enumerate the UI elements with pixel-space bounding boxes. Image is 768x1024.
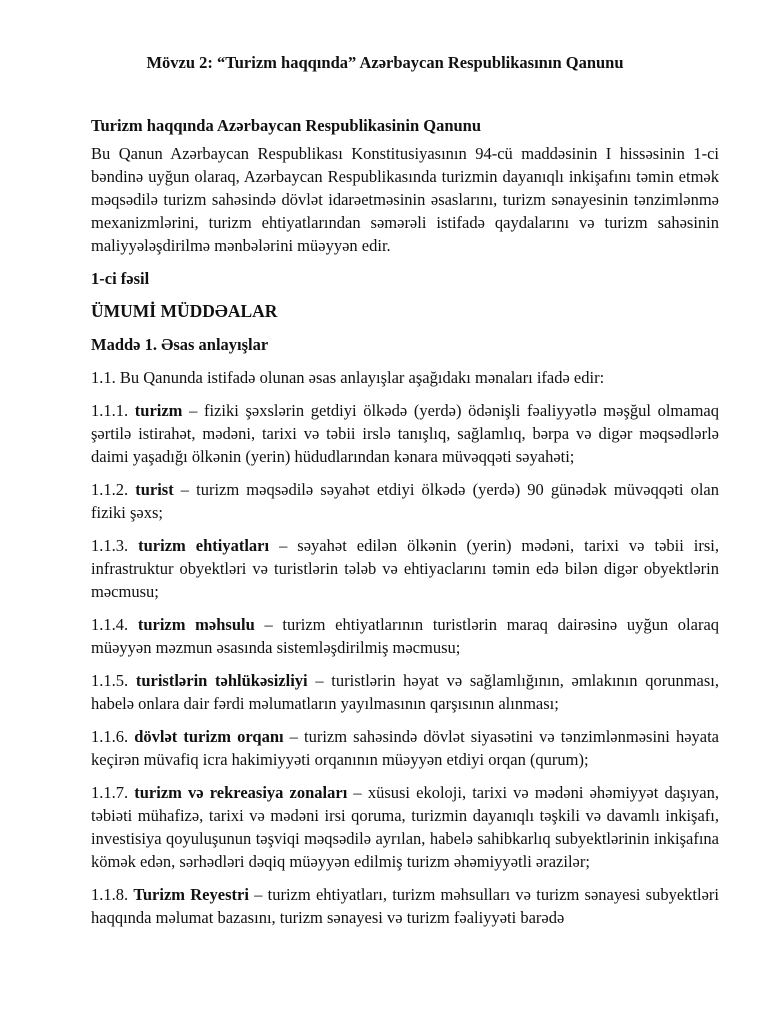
definition-text: – xüsusi ekoloji, tarixi və mədəni əhəmiyyət daşıyan, təbiəti mühafizə, tarixi və mədəni irsi qoruma, turizmin dayanıqlı təşkili və davamlı inkişafı, investisiya qoyuluşunun təşviqi məqsədilə ayrılan, habelə sahibkarlıq subyektlərinin inkişafına kömək edən, sərhədləri dəqiq müəyyən edilmiş turizm əhəmiyyətli ərazilər; <box>91 783 719 871</box>
chapter-title: ÜMUMİ MÜDDƏALAR <box>91 301 278 321</box>
definition-number: 1.1.4. <box>91 615 129 634</box>
definition-number: 1.1.1. <box>91 401 129 420</box>
topic-title: Mövzu 2: “Turizm haqqında” Azərbaycan Respublikasının Qanunu <box>146 53 624 72</box>
definition-item <box>91 669 719 715</box>
preamble-paragraph: Bu Qanun Azərbaycan Respublikası Konstitusiyasının 94-cü maddəsinin I hissəsinin 1-ci bəndinə uyğun olaraq, Azərbaycan Respublikasında turizmin dayanıqlı inkişafını təmin etmək məqsədilə turizm sahəsində dövlət idarəetməsinin əsaslarını, turizm sənayesinin tənzimlənmə mexanizmlərini, turizm ehtiyatlarından səmərəli istifadə qaydalarını və turizm sahəsinin maliyyələşdirilmə mənbələrini müəyyən edir. <box>91 144 719 255</box>
definition-number: 1.1.5. <box>91 671 129 690</box>
article-intro: 1.1. Bu Qanunda istifadə olunan əsas anlayışlar aşağıdakı mənaları ifadə edir: <box>91 368 605 387</box>
definition-text: – turizm ehtiyatlarının turistlərin maraq dairəsinə uyğun olaraq müəyyən məzmun əsasında sistemləşdirilmiş məcmusu; <box>91 615 720 657</box>
definition-term: turistlərin təhlükəsizliyi <box>135 671 308 690</box>
definition-number: 1.1.3. <box>91 536 129 555</box>
definition-term: dövlət turizm orqanı <box>134 727 284 746</box>
definition-item <box>91 478 719 524</box>
definition-item <box>91 613 719 659</box>
article-title: Maddə 1. Əsas anlayışlar <box>91 335 269 354</box>
definition-number: 1.1.2. <box>91 480 129 499</box>
definition-text: – fiziki şəxslərin getdiyi ölkədə (yerdə) ödənişli fəaliyyətlə məşğul olmamaq şərtilə istirahət, mədəni, tarixi və təbii irslə tanışlıq, sağlamlıq, bərpa və digər məqsədlərlə daimi yaşadığı ölkənin (yerin) hüdudlarından kənara müvəqqəti səyahəti; <box>91 401 719 466</box>
definition-number: 1.1.7. <box>91 783 129 802</box>
definition-term: turizm <box>134 401 183 420</box>
definition-number: 1.1.6. <box>91 727 129 746</box>
definition-item <box>91 781 719 873</box>
definition-item <box>91 725 719 771</box>
definition-item <box>91 399 719 468</box>
definition-item <box>91 883 719 929</box>
definition-text: – turizm məqsədilə səyahət etdiyi ölkədə (yerdə) 90 günədək müvəqqəti olan fiziki şəxs; <box>91 480 719 522</box>
definition-term: turizm və rekreasiya zonaları <box>134 783 348 802</box>
definition-term: Turizm Reyestri <box>133 885 249 904</box>
chapter-number: 1-ci fəsil <box>91 269 150 288</box>
definition-text: – səyahət edilən ölkənin (yerin) mədəni, tarixi və təbii irsi, infrastruktur obyektləri və turistlərin tələb və ehtiyaclarını təmin edə bilən digər obyektlərin məcmusu; <box>91 536 720 601</box>
definition-item <box>91 534 719 603</box>
definition-term: turizm ehtiyatları <box>138 536 270 555</box>
definition-term: turizm məhsulu <box>137 615 255 634</box>
definition-number: 1.1.8. <box>91 885 129 904</box>
definition-text: – turistlərin həyat və sağlamlığının, əmlakının qorunması, habelə onlara dair fərdi məlumatların yayılmasının qarşısının alınması; <box>91 671 719 713</box>
definition-term: turist <box>135 480 174 499</box>
definition-text: – turizm sahəsində dövlət siyasətini və tənzimlənməsini həyata keçirən müvafiq icra hakimiyyəti orqanının müəyyən etdiyi orqan (qurum); <box>91 727 720 769</box>
definition-text: – turizm ehtiyatları, turizm məhsulları və turizm sənayesi subyektləri haqqında məlumat bazasını, turizm sənayesi və turizm fəaliyyəti barədə <box>91 885 720 927</box>
law-title: Turizm haqqında Azərbaycan Respublikasinin Qanunu <box>91 116 482 135</box>
